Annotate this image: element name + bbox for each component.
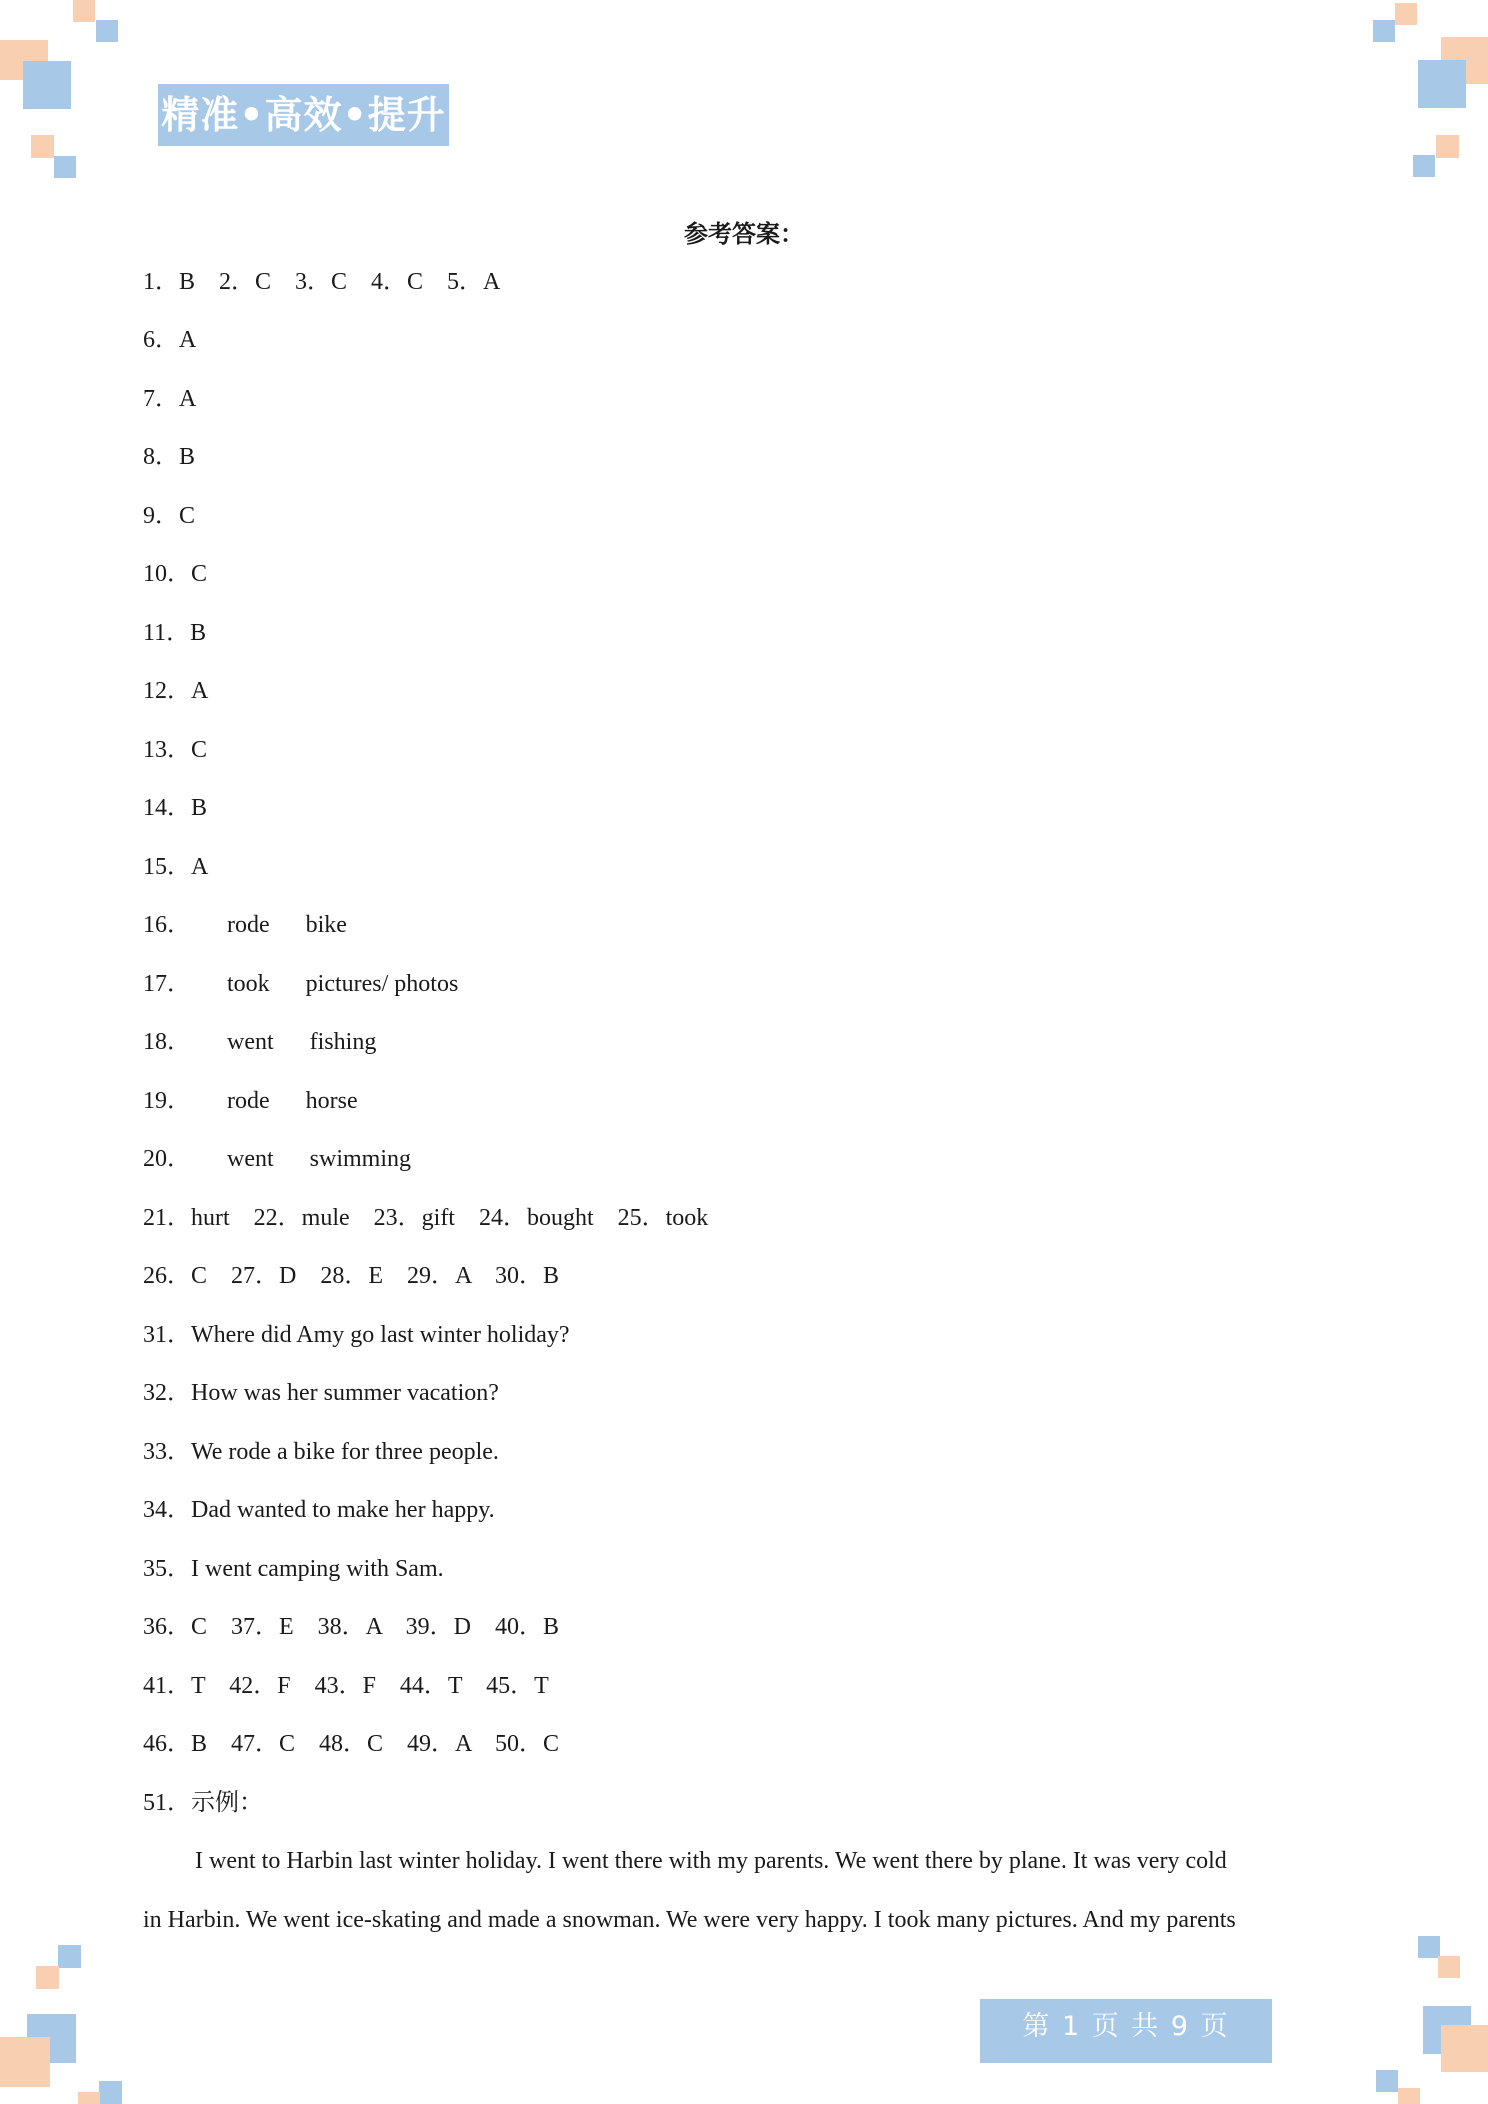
decor-square bbox=[73, 0, 95, 22]
answer-line: 13．C bbox=[143, 737, 208, 763]
answer-line: 21．hurt 22．mule 23．gift 24．bought 25．took bbox=[143, 1205, 709, 1231]
answer-line: 46．B 47．C 48．C 49．A 50．C bbox=[143, 1731, 560, 1757]
decor-square bbox=[99, 2081, 122, 2104]
answer-line: 12．A bbox=[143, 678, 209, 704]
answer-line: 35．I went camping with Sam. bbox=[143, 1556, 444, 1582]
decor-square bbox=[1373, 20, 1395, 42]
header-banner: 精准•高效•提升 bbox=[158, 84, 449, 146]
decor-square bbox=[1418, 1936, 1440, 1958]
answer-line: 10．C bbox=[143, 561, 208, 587]
answer-line: 33．We rode a bike for three people. bbox=[143, 1439, 499, 1465]
answer-line: 16． rode bike bbox=[143, 912, 347, 938]
decor-square bbox=[78, 2092, 100, 2104]
answer-line: 1．B 2．C 3．C 4．C 5．A bbox=[143, 269, 501, 295]
answer-line: 15．A bbox=[143, 854, 209, 880]
answer-line: 11．B bbox=[143, 620, 207, 646]
page-title: 参考答案： bbox=[684, 220, 804, 248]
decor-square bbox=[23, 61, 71, 109]
answer-line: 26．C 27．D 28．E 29．A 30．B bbox=[143, 1263, 560, 1289]
answer-line: 8．B bbox=[143, 444, 196, 470]
answer-line: 36．C 37．E 38．A 39．D 40．B bbox=[143, 1614, 560, 1640]
answer-line: 9．C bbox=[143, 503, 196, 529]
answer-line: 41．T 42．F 43．F 44．T 45．T bbox=[143, 1673, 549, 1699]
decor-square bbox=[1398, 2088, 1420, 2104]
page-number: 第 1 页 共 9 页 bbox=[980, 1999, 1272, 2063]
decor-square bbox=[1395, 3, 1417, 25]
decor-square bbox=[54, 156, 76, 178]
answer-line: 34．Dad wanted to make her happy. bbox=[143, 1497, 495, 1523]
decor-square bbox=[1436, 135, 1459, 158]
essay-line: in Harbin. We went ice-skating and made a snowman. We were very happy. I took many pictures. And my parents bbox=[143, 1907, 1236, 1933]
decor-square bbox=[31, 135, 54, 158]
decor-square bbox=[1441, 2025, 1488, 2072]
answer-line: 32．How was her summer vacation? bbox=[143, 1380, 499, 1406]
decor-square bbox=[0, 2037, 50, 2087]
essay-line: I went to Harbin last winter holiday. I went there with my parents. We went there by plane. It was very cold bbox=[195, 1848, 1227, 1874]
answer-line: 51．示例： bbox=[143, 1790, 263, 1816]
answer-line: 18． went fishing bbox=[143, 1029, 377, 1055]
decor-square bbox=[1413, 155, 1435, 177]
answer-line: 20． went swimming bbox=[143, 1146, 411, 1172]
answer-line: 17． took pictures/ photos bbox=[143, 971, 459, 997]
decor-square bbox=[1376, 2070, 1398, 2092]
decor-square bbox=[36, 1966, 59, 1989]
decor-square bbox=[1418, 60, 1466, 108]
answer-line: 7．A bbox=[143, 386, 197, 412]
answer-line: 6．A bbox=[143, 327, 197, 353]
answer-line: 14．B bbox=[143, 795, 208, 821]
answer-line: 31．Where did Amy go last winter holiday? bbox=[143, 1322, 570, 1348]
answer-line: 19． rode horse bbox=[143, 1088, 358, 1114]
decor-square bbox=[58, 1945, 81, 1968]
decor-square bbox=[1438, 1956, 1460, 1978]
decor-square bbox=[96, 20, 118, 42]
